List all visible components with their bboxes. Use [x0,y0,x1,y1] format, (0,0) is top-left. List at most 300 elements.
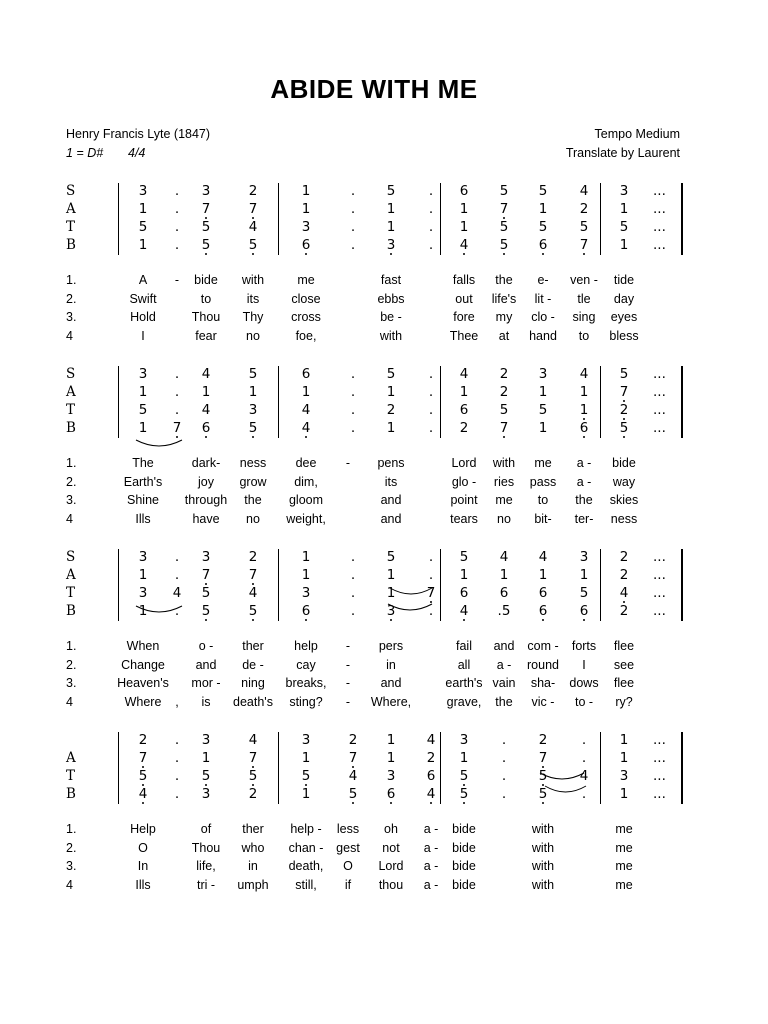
lyric-word: me [534,456,552,470]
lyric-word: Thy [242,310,264,324]
rhythm-dot: ... [653,219,666,235]
note: 3 [248,402,258,418]
lyric-word: falls [452,273,476,287]
note: 2 [248,786,258,802]
note: 6 [459,402,469,418]
bar-line [600,183,601,255]
note: 5 [138,768,148,784]
octave-dot [305,253,307,255]
lyric-word: Swift [129,291,157,306]
rhythm-dot: ... [653,750,666,766]
note: 6 [499,585,509,601]
note: 1 [459,567,469,583]
lyric-word: Shine [127,493,159,507]
lyric-word: mor - [191,676,221,690]
octave-dot [252,253,254,255]
rhythm-dot: . [350,585,356,601]
note: 3 [619,768,629,784]
note: 5 [459,549,469,565]
octave-dot [463,253,465,255]
note: 5 [201,603,211,619]
bar-line [118,732,119,804]
lyric-word: - [345,456,351,470]
note: 1 [138,201,148,217]
voice-label: A [66,384,76,400]
lyric-word: a - [423,877,439,892]
rhythm-dot: . [501,750,507,766]
lyric-word: e- [537,273,549,287]
lyric-word: When [126,639,160,653]
verse-number: 2. [66,840,77,855]
lyric-word: a - [496,657,512,672]
lyric-word: and [380,676,402,690]
lyric-word: if [344,877,352,892]
note: 5 [459,768,469,784]
note: 1 [201,750,211,766]
verse-number: 3. [66,676,77,690]
lyric-word: vic - [531,694,555,709]
lyric-word: death's [233,694,273,709]
bar-line [278,366,279,438]
note: 6 [201,420,211,436]
note: 1 [138,384,148,400]
note: 7 [538,750,548,766]
voice-label: S [66,366,76,382]
note: 5 [248,366,258,382]
slur [136,440,182,446]
voice-label: B [66,420,76,436]
note: 7 [248,750,258,766]
octave-dot [205,784,207,786]
note: 4 [459,603,469,619]
lyric-word: ven - [570,273,598,287]
bar-line [118,549,119,621]
lyric-word: com - [527,639,559,653]
lyric-word: de - [242,657,264,672]
verse-number: 4 [66,511,73,526]
note: 2 [348,732,358,748]
note: 1 [301,786,311,802]
note: 4 [426,732,436,748]
lyric-word: bide [452,877,476,892]
lyric-word: grow [239,474,267,489]
note: 3 [301,219,311,235]
lyric-word: in [248,859,258,873]
note: 1 [386,750,396,766]
rhythm-dot: ... [653,549,666,565]
lyric-word: O [138,840,148,855]
lyric-word: pers [378,639,404,653]
verse-number: 1. [66,456,77,470]
note: 3 [619,183,629,199]
bar-line [278,183,279,255]
octave-dot [542,802,544,804]
rhythm-dot: . [174,183,180,199]
lyric-word: tears [450,511,478,526]
note: 4 [538,549,548,565]
rhythm-dot: ... [653,567,666,583]
note: 5 [619,420,629,436]
bar-line [600,549,601,621]
lyric-word: bit- [534,511,552,526]
lyric-word: gloom [288,493,324,507]
verse-number: 4 [66,328,73,343]
lyric-word: bide [452,822,476,836]
rhythm-dot: . [174,219,180,235]
note: 1 [138,237,148,253]
rhythm-dot: . [174,402,180,418]
note: 3 [201,732,211,748]
note: 1 [499,567,509,583]
note: 6 [386,786,396,802]
note: 4 [579,366,589,382]
lyric-word: the [495,694,513,709]
lyric-word: ter- [574,511,594,526]
rhythm-dot: . [428,384,434,400]
octave-dot [623,436,625,438]
note: 1 [538,201,548,217]
note: 6 [579,603,589,619]
rhythm-dot: . [174,786,180,802]
lyric-word: bide [452,859,476,873]
octave-dot [252,766,254,768]
note: 4 [579,183,589,199]
note: 5 [248,768,258,784]
voice-label: A [66,201,76,217]
lyric-word: ning [241,676,265,690]
lyric-word: bide [612,456,636,470]
note: 6 [459,585,469,601]
rhythm-dot: . [174,237,180,253]
lyric-word: weight, [286,511,326,526]
note: 1 [386,585,396,601]
bar-line [278,549,279,621]
lyric-word: vain [492,676,516,690]
time-signature: 4/4 [128,146,146,160]
note: 1 [138,603,148,619]
note: 7 [348,750,358,766]
verse-number: 3. [66,859,77,873]
octave-dot [205,619,207,621]
lyric-word: a - [423,859,439,873]
voice-label: A [66,750,76,766]
bar-line [118,366,119,438]
lyric-word: chan - [288,840,324,855]
lyric-word: me [615,822,633,836]
note: .5 [497,603,511,619]
octave-dot [623,418,625,420]
octave-dot [542,619,544,621]
rhythm-dot: ... [653,183,666,199]
rhythm-dot: . [350,567,356,583]
octave-dot [352,766,354,768]
note: 1 [301,183,311,199]
rhythm-dot: . [428,420,434,436]
note: 7 [138,750,148,766]
rhythm-dot: . [428,567,434,583]
octave-dot [583,619,585,621]
rhythm-dot: . [350,183,356,199]
lyric-word: dee [295,456,317,470]
note: 6 [579,420,589,436]
note: 5 [348,786,358,802]
note: 2 [579,201,589,217]
note: 7 [201,201,211,217]
lyric-word: tle [577,291,591,306]
octave-dot [503,436,505,438]
note: 5 [499,402,509,418]
lyric-word: ness [610,511,638,526]
note: 5 [499,237,509,253]
lyric-word: tide [613,273,635,287]
note: 5 [579,585,589,601]
voice-label: T [66,402,76,418]
note: 1 [301,549,311,565]
note: 4 [301,420,311,436]
lyric-word: the [575,493,593,507]
lyric-word: me [297,273,315,287]
note: 1 [619,237,629,253]
rhythm-dot: ... [653,237,666,253]
rhythm-dot: . [501,768,507,784]
lyric-word: eyes [610,310,638,324]
verse-number: 1. [66,639,77,653]
note: 7 [201,567,211,583]
note: 5 [538,219,548,235]
note: 1 [459,219,469,235]
note: 4 [201,366,211,382]
lyric-word: help [294,639,318,653]
note: 2 [619,603,629,619]
lyric-word: ry? [615,694,633,709]
note: 6 [538,237,548,253]
note: 5 [619,366,629,382]
rhythm-dot: . [174,567,180,583]
note: 1 [301,567,311,583]
lyric-word: with [531,877,555,892]
note: 1 [138,567,148,583]
lyric-word: be - [380,310,402,324]
octave-dot [205,217,207,219]
voice-label: T [66,585,76,601]
note: 3 [201,183,211,199]
note: 6 [301,603,311,619]
lyric-word: at [498,328,510,343]
rhythm-dot: . [350,384,356,400]
voice-label: B [66,603,76,619]
lyric-word: Thee [449,328,479,343]
lyric-word: still, [295,877,317,892]
lyric-word: bless [609,328,639,343]
note: 4 [248,732,258,748]
song-title: ABIDE WITH ME [270,74,478,104]
note: 4 [248,585,258,601]
note: 3 [459,732,469,748]
verse-number: 2. [66,657,77,672]
note: 1 [386,219,396,235]
note: 5 [499,183,509,199]
note: 6 [301,366,311,382]
lyric-word: cross [291,310,321,324]
note: 3 [138,183,148,199]
note: 1 [138,420,148,436]
note: 3 [138,366,148,382]
note: 1 [619,732,629,748]
note: 2 [499,366,509,382]
note: 5 [138,402,148,418]
lyric-word: of [200,822,212,836]
note: 5 [499,219,509,235]
note: 2 [499,384,509,400]
rhythm-dot: . [174,384,180,400]
note: 5 [201,219,211,235]
note: 5 [619,219,629,235]
note: 2 [426,750,436,766]
lyric-word: oh [384,822,398,836]
lyric-word: out [455,291,473,306]
lyric-word: less [336,822,360,836]
octave-dot [463,784,465,786]
lyric-word: I [582,657,586,672]
lyric-word: no [497,511,511,526]
lyric-word: and [493,639,515,653]
lyric-word: life, [196,859,216,873]
note: 2 [386,402,396,418]
bar-line [118,183,119,255]
note: 2 [248,183,258,199]
lyric-word: Thou [191,310,221,324]
rhythm-dot: . [174,750,180,766]
lyric-word: pass [529,474,557,489]
note: 5 [386,366,396,382]
note: 4 [172,585,182,601]
note: 5 [459,786,469,802]
note: 3 [538,366,548,382]
lyric-word: and [380,493,402,507]
rhythm-dot: . [174,732,180,748]
rhythm-dot: . [174,768,180,784]
voice-label: S [66,183,76,199]
note: 5 [386,549,396,565]
lyric-word: Where, [370,694,412,709]
rhythm-dot: ... [653,603,666,619]
lyric-word: Hold [130,310,156,324]
note: 5 [538,183,548,199]
lyric-word: - [345,657,351,672]
rhythm-dot: . [350,237,356,253]
note: 1 [579,384,589,400]
lyric-word: tri - [196,877,216,892]
lyric-word: hand [529,328,557,343]
bar-line [600,732,601,804]
lyric-word: way [612,474,636,489]
verse-number: 3. [66,493,77,507]
lyric-word: close [291,291,321,306]
rhythm-dot: . [174,549,180,565]
note: 3 [386,237,396,253]
octave-dot [305,436,307,438]
note: 1 [459,750,469,766]
note: 1 [386,567,396,583]
lyric-word: Where [124,694,162,709]
lyric-word: in [386,657,396,672]
note: 2 [619,549,629,565]
lyric-word: to [537,493,549,507]
note: 3 [386,768,396,784]
octave-dot [542,253,544,255]
note: 5 [248,237,258,253]
lyric-word: not [382,840,400,855]
note: 2 [248,549,258,565]
lyric-word: bide [452,840,476,855]
octave-dot [390,253,392,255]
note: 5 [538,402,548,418]
note: 5 [248,420,258,436]
rhythm-dot: . [350,201,356,217]
note: 6 [538,603,548,619]
octave-dot [463,802,465,804]
octave-dot [252,436,254,438]
octave-dot [176,436,178,438]
note: 1 [201,384,211,400]
lyric-word: ebbs [377,291,405,306]
note: 1 [538,567,548,583]
note: 1 [301,201,311,217]
note: 1 [386,384,396,400]
note: 3 [386,603,396,619]
octave-dot [430,601,432,603]
note: 3 [138,549,148,565]
rhythm-dot: . [350,366,356,382]
note: 1 [301,384,311,400]
lyric-word: clo - [531,310,555,324]
note: 4 [499,549,509,565]
verse-number: 1. [66,822,77,836]
octave-dot [252,217,254,219]
octave-dot [305,619,307,621]
note: 4 [348,768,358,784]
lyric-word: O [343,859,353,873]
lyric-word: Ills [135,877,151,892]
lyric-word: have [192,511,220,526]
note: 6 [301,237,311,253]
rhythm-dot: . [350,549,356,565]
note: 4 [201,402,211,418]
octave-dot [252,583,254,585]
note: 6 [459,183,469,199]
note: 4 [248,219,258,235]
rhythm-dot: . [350,420,356,436]
note: 6 [538,585,548,601]
note: 3 [201,549,211,565]
lyric-word: The [132,456,154,470]
octave-dot [623,400,625,402]
lyric-word: who [241,840,265,855]
lyric-word: sting? [289,694,323,709]
rhythm-dot: . [581,732,587,748]
lyric-word: its [384,474,398,489]
lyric-word: Thou [191,840,221,855]
lyric-word: ther [242,822,264,836]
rhythm-dot: ... [653,201,666,217]
lyric-word: - [345,676,351,690]
lyric-word: me [615,859,633,873]
lyric-word: cay [296,657,316,672]
rhythm-dot: . [428,201,434,217]
lyric-word: Change [121,657,165,672]
note: 5 [201,585,211,601]
note: 4 [301,402,311,418]
